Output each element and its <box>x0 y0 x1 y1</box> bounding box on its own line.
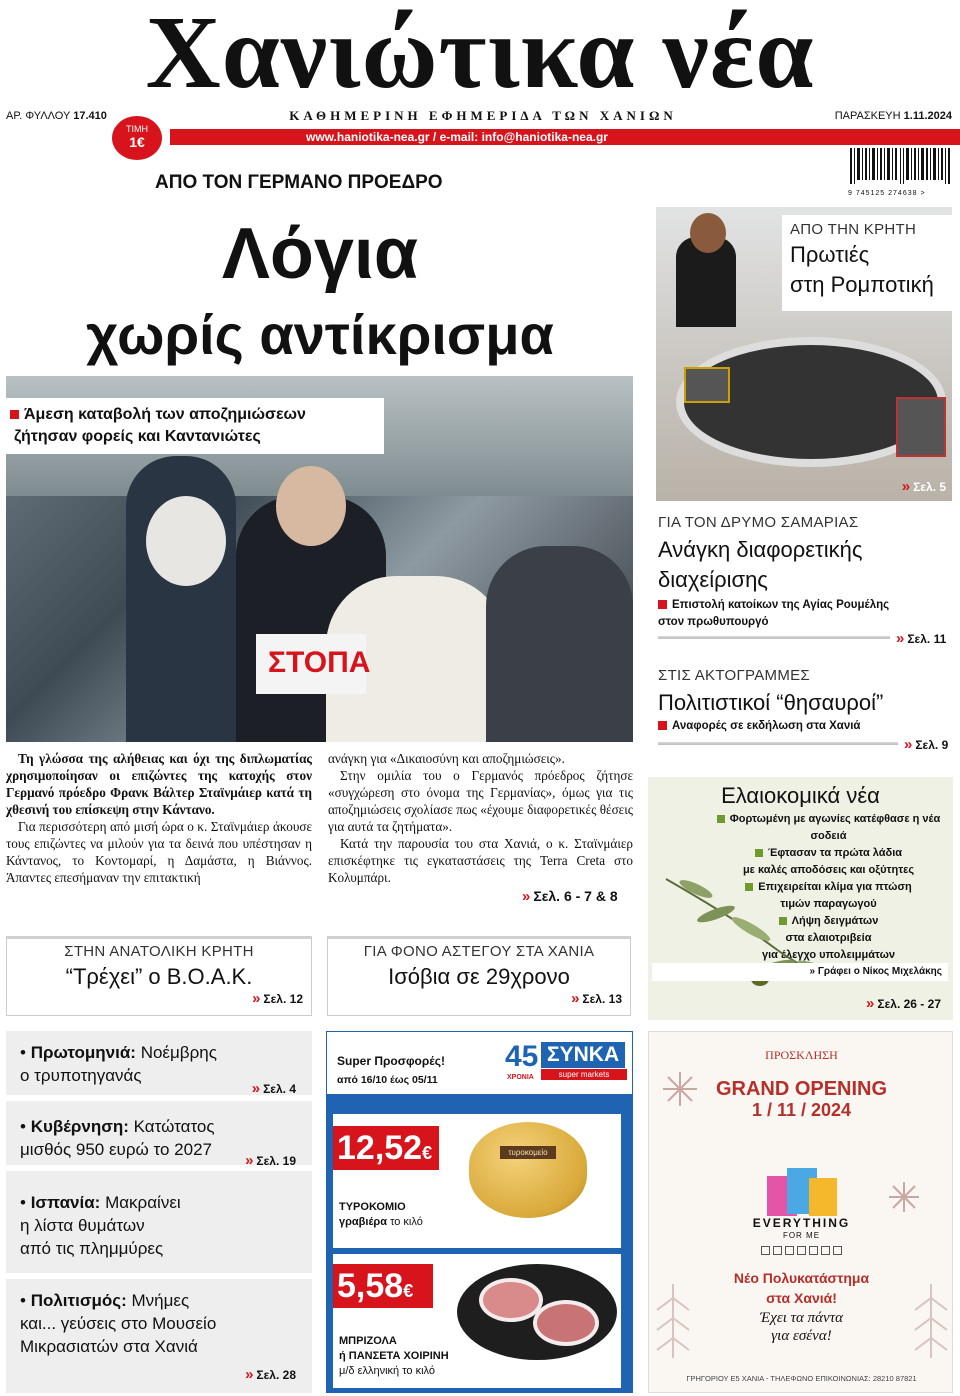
olive-news-item: Επιχειρείται κλίμα για πτώση <box>708 879 949 896</box>
murder-box[interactable]: ΓΙΑ ΦΟΝΟ ΑΣΤΕΓΟΥ ΣΤΑ ΧΑΝΙΑ Ισόβια σε 29χρονο » Σελ. 13 <box>327 936 631 1016</box>
double-chevron-icon: » <box>245 1152 251 1169</box>
opening-script-1: Έχει τα πάντα <box>760 1310 843 1326</box>
olive-news-title[interactable]: Ελαιοκομικά νέα <box>721 783 880 808</box>
opening-script-2: για εσένα! <box>771 1328 832 1344</box>
double-chevron-icon: » <box>251 1080 258 1097</box>
opening-line1: Νέο Πολυκατάστημα <box>733 1270 870 1286</box>
boak-box[interactable]: ΣΤΗΝ ΑΝΑΤΟΛΙΚΗ ΚΡΗΤΗ “Τρέχει” ο Β.Ο.Α.Κ. » Σελ. 12 <box>6 936 312 1016</box>
lead-headline-2[interactable]: χωρίς αντίκρισμα <box>86 303 554 366</box>
brief-item[interactable]: • Πρωτομηνιά: Νοέμβρης ο τρυποτηγανάς » Σελ. 4 <box>6 1031 312 1095</box>
contact-link[interactable]: www.haniotika-nea.gr / e-mail: info@haniotika-nea.gr <box>306 130 608 144</box>
bullet-square-icon <box>717 815 725 823</box>
olive-news-item: τιμών παραγωγού <box>780 898 877 910</box>
snowflake-icon <box>889 1182 919 1212</box>
brief-item[interactable]: • Ισπανία: Μακραίνει η λίστα θυμάτων από τις πλημμύρες <box>6 1171 312 1273</box>
samaria-story: ΓΙΑ ΤΟΝ ΔΡΥΜΟ ΣΑΜΑΡΙΑΣ Ανάγκη διαφορετικής διαχείρισης Επιστολή κατοίκων της Αγίας Ρουμέλης στον πρωθυπουργό <box>658 514 890 628</box>
lead-page-ref[interactable]: » Σελ. 6 - 7 & 8 <box>522 888 618 905</box>
double-chevron-icon: » <box>901 478 908 495</box>
olive-news-item: με καλές αποδόσεις και οξύτητες <box>742 864 915 876</box>
synka-ad[interactable] <box>326 1031 633 1393</box>
robotics-photo[interactable] <box>656 207 952 501</box>
offer-card[interactable]: 12,52€ τυροκομείο ΤΥΡΟΚΟΜΙΟ γραβιέρα το κιλό <box>333 1114 621 1248</box>
category-icons <box>761 1246 845 1258</box>
robotics-header-box: ΑΠΟ ΤΗΝ ΚΡΗΤΗ Πρωτιές στη Ρομποτική <box>782 215 952 311</box>
double-chevron-icon: » <box>522 888 528 905</box>
samaria-page-ref[interactable]: » Σελ. 11 <box>896 630 947 647</box>
offer-card[interactable]: 5,58€ ΜΠΡΙΖΟΛΑ ή ΠΑΝΣΕΤΑ ΧΟΙΡΙΝΗ μ/δ ελληνική το κιλό <box>333 1254 621 1388</box>
divider <box>658 636 890 639</box>
bullet-square-icon <box>10 410 19 419</box>
grand-opening-ad[interactable] <box>648 1031 953 1393</box>
brief-item[interactable]: • Κυβέρνηση: Κατώτατος μισθός 950 ευρώ το 2027 » Σελ. 19 <box>6 1101 312 1165</box>
opening-line2: στα Χανιά! <box>766 1290 837 1306</box>
pork-image <box>457 1264 617 1360</box>
olive-news-item: Έφτασαν τα πρώτα λάδια <box>708 845 949 862</box>
olive-news-item: Λήψη δειγμάτων <box>708 913 949 930</box>
protest-banner-text: ΣΤΟΠΑ <box>268 646 371 679</box>
coast-story: ΣΤΙΣ ΑΚΤΟΓΡΑΜΜΕΣ Πολιτιστικοί “θησαυροί” Αναφορές σε εκδήλωση στα Χανιά <box>658 667 884 732</box>
issue-number: ΑΡ. ΦΥΛΛΟΥ 17.410 <box>6 110 107 122</box>
double-chevron-icon: » <box>866 995 872 1012</box>
lead-headline-1[interactable]: Λόγια <box>221 214 419 294</box>
lead-kicker: ΑΠΟ ΤΟΝ ΓΕΡΜΑΝΟ ΠΡΟΕΔΡΟ <box>155 172 443 193</box>
lead-body-col2: ανάγκη για «Δικαιοσύνη και αποζημιώσεις». Στην ομιλία του ο Γερμανός πρόεδρος ζήτησε «συγχώρεση στο όνομα της Γερμανίας», όμως για τις αποζημιώσεις σχολίασε πως «έχουμε διαφορετικές θέσεις για αυτά τα ζητήματα». Κατά την παρουσία του στα Χανιά, ο κ. Σταϊνμάιερ επισκέφτηκε τις εγκαταστάσεις της Terra Creta στο Κολυμπάρι. <box>328 751 633 885</box>
brief-item[interactable]: • Πολιτισμός: Μνήμες και... γεύσεις στο Μουσείο Μικρασιατών στα Χανιά » Σελ. 28 <box>6 1279 312 1393</box>
olive-author: » Γράφει ο Νίκος Μιχελάκης <box>652 963 948 981</box>
bullet-square-icon <box>658 600 667 609</box>
barcode: 9 745125 274638 > <box>848 148 956 196</box>
tagline: ΚΑΘΗΜΕΡΙΝΗ ΕΦΗΜΕΡΙΔΑ ΤΩΝ ΧΑΝΙΩΝ <box>289 108 677 123</box>
cheese-image: τυροκομείο <box>469 1122 587 1218</box>
synka-headline: Super Προσφορές! <box>337 1054 445 1068</box>
offer-price: 12,52€ <box>333 1126 439 1170</box>
lead-photo[interactable] <box>6 376 633 742</box>
invite-label: ΠΡΟΣΚΛΗΣΗ <box>765 1048 838 1062</box>
synka-logo: 45 ΧΡΟΝΙΑ ΣΥΝΚΑ super markets <box>503 1042 627 1084</box>
masthead-title: Χανιώτικα νέα <box>145 0 815 110</box>
double-chevron-icon: » <box>904 736 910 753</box>
olive-news-box <box>648 777 953 1020</box>
opening-title: GRAND OPENING <box>715 1078 888 1100</box>
robotics-page-ref[interactable]: » Σελ. 5 <box>901 478 946 495</box>
shopping-bags-icon <box>767 1162 839 1218</box>
bullet-square-icon <box>755 849 763 857</box>
brand-name: EVERYTHING <box>752 1216 851 1230</box>
coast-page-ref[interactable]: » Σελ. 9 <box>904 736 949 753</box>
divider <box>658 742 898 745</box>
double-chevron-icon: » <box>252 990 258 1007</box>
double-chevron-icon: » <box>571 990 577 1007</box>
double-chevron-icon: » <box>245 1366 251 1383</box>
contact-bar <box>170 129 960 145</box>
olive-news-item: για έλεγχο υπολειμμάτων <box>762 949 895 961</box>
lead-body-col1: Τη γλώσσα της αλήθειας και όχι της διπλωματίας χρησιμοποίησαν οι επιζώντες της κατοχής στον Γερμανό πρόεδρο Φρανκ Βάλτερ Σταϊνμάιερ κατά τη χθεσινή του επίσκεψη στην Κάντανο. Για περισσότερη από μισή ώρα ο κ. Σταϊνμάιερ άκουσε τους επιζώντες να μιλούν για τα δεινά που υπέστησαν η Κάντανος, το Κοντομαρί, η Δαμάστα, η Βιάννος. Άπαντες επεσήμαναν την επιτακτική <box>6 751 312 885</box>
brand-sub: FOR ME <box>782 1231 821 1240</box>
double-chevron-icon: » <box>896 630 902 647</box>
briefs-column <box>6 1031 312 1393</box>
photo-caption: Άμεση καταβολή των αποζημιώσεων ζήτησαν φορείς και Καντανιώτες <box>6 398 384 454</box>
opening-date: 1 / 11 / 2024 <box>751 1100 852 1120</box>
opening-footer: ΓΡΗΓΟΡΙΟΥ Ε5 ΧΑΝΙΑ - ΤΗΛΕΦΩΝΟ ΕΠΙΚΟΙΝΩΝΙΑΣ: 28210 87821 <box>686 1374 917 1383</box>
olive-page-ref[interactable]: » Σελ. 26 - 27 <box>866 995 941 1012</box>
barcode-icon <box>848 148 956 186</box>
price-badge: ΤΙΜΗ 1€ <box>112 116 162 160</box>
olive-news-item: στα ελαιοτριβεία <box>785 932 872 944</box>
olive-news-item: Φορτωμένη με αγωνίες κατέφθασε η νέα σοδειά <box>708 811 949 845</box>
bullet-square-icon <box>658 721 667 730</box>
issue-date: ΠΑΡΑΣΚΕΥΗ 1.11.2024 <box>834 110 952 122</box>
offer-price: 5,58€ <box>333 1264 433 1308</box>
synka-dates: από 16/10 έως 05/11 <box>337 1074 438 1086</box>
